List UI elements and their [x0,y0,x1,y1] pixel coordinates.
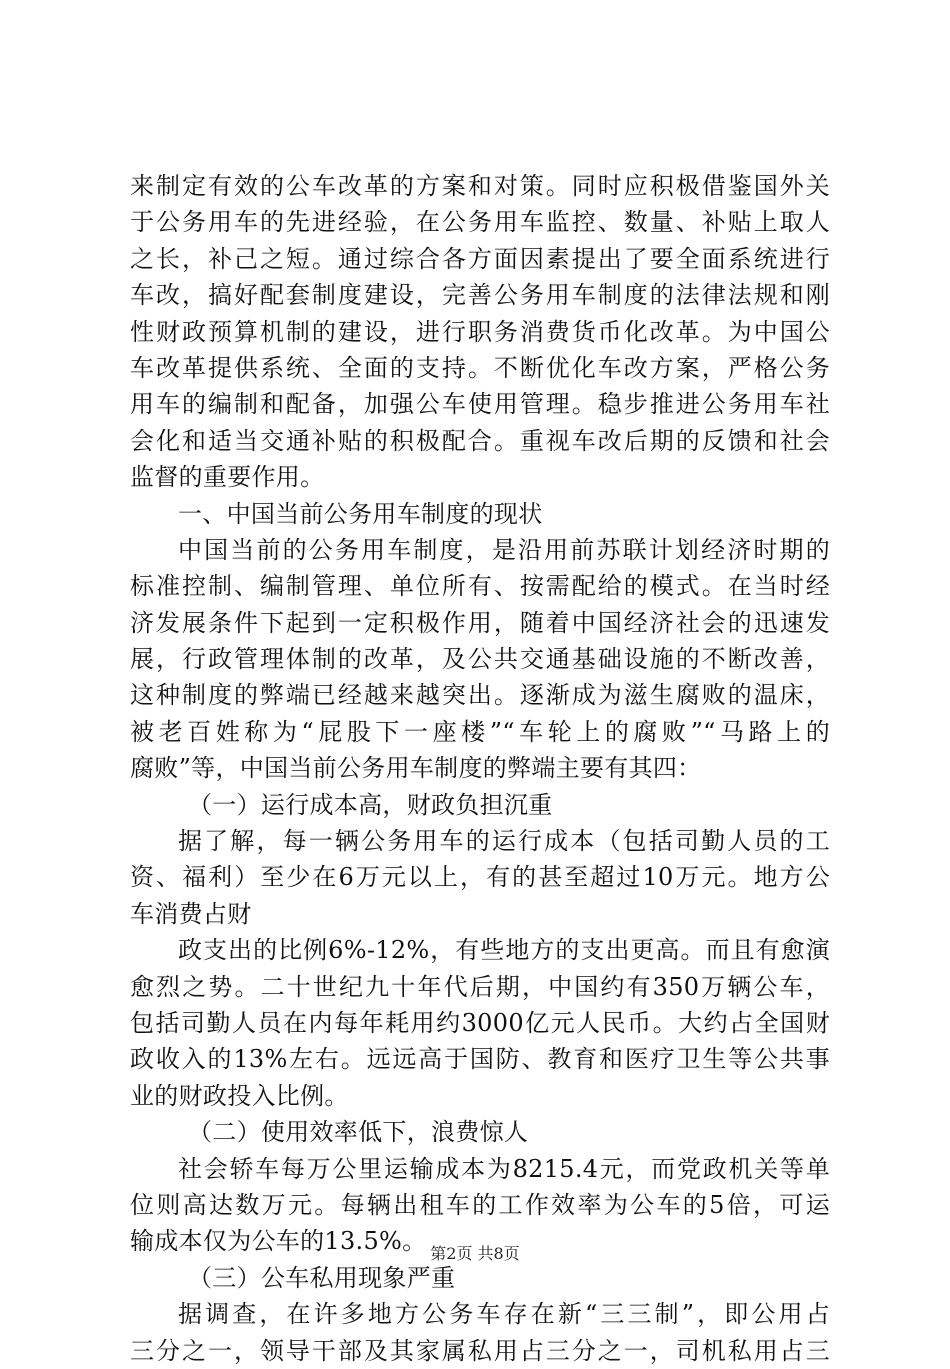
document-body [130,168,830,1369]
body-line: 来制定有效的公车改革的方案和对策。同时应积极借鉴国外关 [130,172,830,200]
body-line: 用车的编制和配备，加强公车使用管理。稳步推进公务用车社 [130,390,830,419]
section-heading: 一、中国当前公务用车制度的现状 [178,499,543,528]
body-line: 车改革提供系统、全面的支持。不断优化车改方案，严格公务 [130,353,830,382]
body-line: 车消费占财 [130,899,252,928]
body-line: 位则高达数万元。每辆出租车的工作效率为公车的5倍，可运 [130,1190,830,1219]
body-line: 三分之一，领导干部及其家属私用占三分之一，司机私用占三 [130,1336,830,1365]
body-line: 输成本仅为公车的13.5%。 [130,1227,427,1256]
body-line: 之长，补己之短。通过综合各方面因素提出了要全面系统进行 [130,244,830,273]
subsection-heading: （二）使用效率低下，浪费惊人 [188,1118,529,1147]
body-line: 标准控制、编制管理、单位所有、按需配给的模式。在当时经 [130,572,830,601]
body-line: 社会轿车每万公里运输成本为8215.4元，而党政机关等单 [178,1154,830,1183]
body-line: 车改，搞好配套制度建设，完善公务用车制度的法律法规和刚 [130,281,830,310]
body-line: 腐败”等，中国当前公务用车制度的弊端主要有其四： [130,754,702,783]
body-line: 资、福利）至少在6万元以上，有的甚至超过10万元。地方公 [130,863,830,892]
body-line: 于公务用车的先进经验，在公务用车监控、数量、补贴上取人 [130,208,830,237]
body-line: 被老百姓称为“屁股下一座楼”“车轮上的腐败”“马路上的 [130,717,830,746]
body-line: 愈烈之势。二十世纪九十年代后期，中国约有350万辆公车， [130,972,830,1001]
body-line: 政支出的比例6%-12%，有些地方的支出更高。而且有愈演 [178,936,830,965]
body-line: 性财政预算机制的建设，进行职务消费货币化改革。为中国公 [130,317,830,346]
body-line: 这种制度的弊端已经越来越突出。逐渐成为滋生腐败的温床， [130,681,830,710]
body-line: 据了解，每一辆公务用车的运行成本（包括司勤人员的工 [178,827,830,856]
body-line: 展，行政管理体制的改革，及公共交通基础设施的不断改善， [130,645,830,674]
body-line: 政收入的13%左右。远远高于国防、教育和医疗卫生等公共事 [130,1045,830,1074]
body-line: 济发展条件下起到一定积极作用，随着中国经济社会的迅速发 [130,608,830,637]
body-line: 中国当前的公务用车制度，是沿用前苏联计划经济时期的 [178,535,830,564]
subsection-heading: （一）运行成本高，财政负担沉重 [188,790,553,819]
body-line: 监督的重要作用。 [130,463,325,492]
body-line: 业的财政投入比例。 [130,1081,349,1110]
subsection-heading: （三）公车私用现象严重 [188,1263,456,1292]
body-line: 包括司勤人员在内每年耗用约3000亿元人民币。大约占全国财 [130,1008,830,1037]
body-line: 据调查，在许多地方公务车存在新“三三制”，即公用占 [178,1300,830,1329]
body-line: 会化和适当交通补贴的积极配合。重视车改后期的反馈和社会 [130,426,830,455]
page-footer: 第2页 共8页 [430,1244,520,1263]
